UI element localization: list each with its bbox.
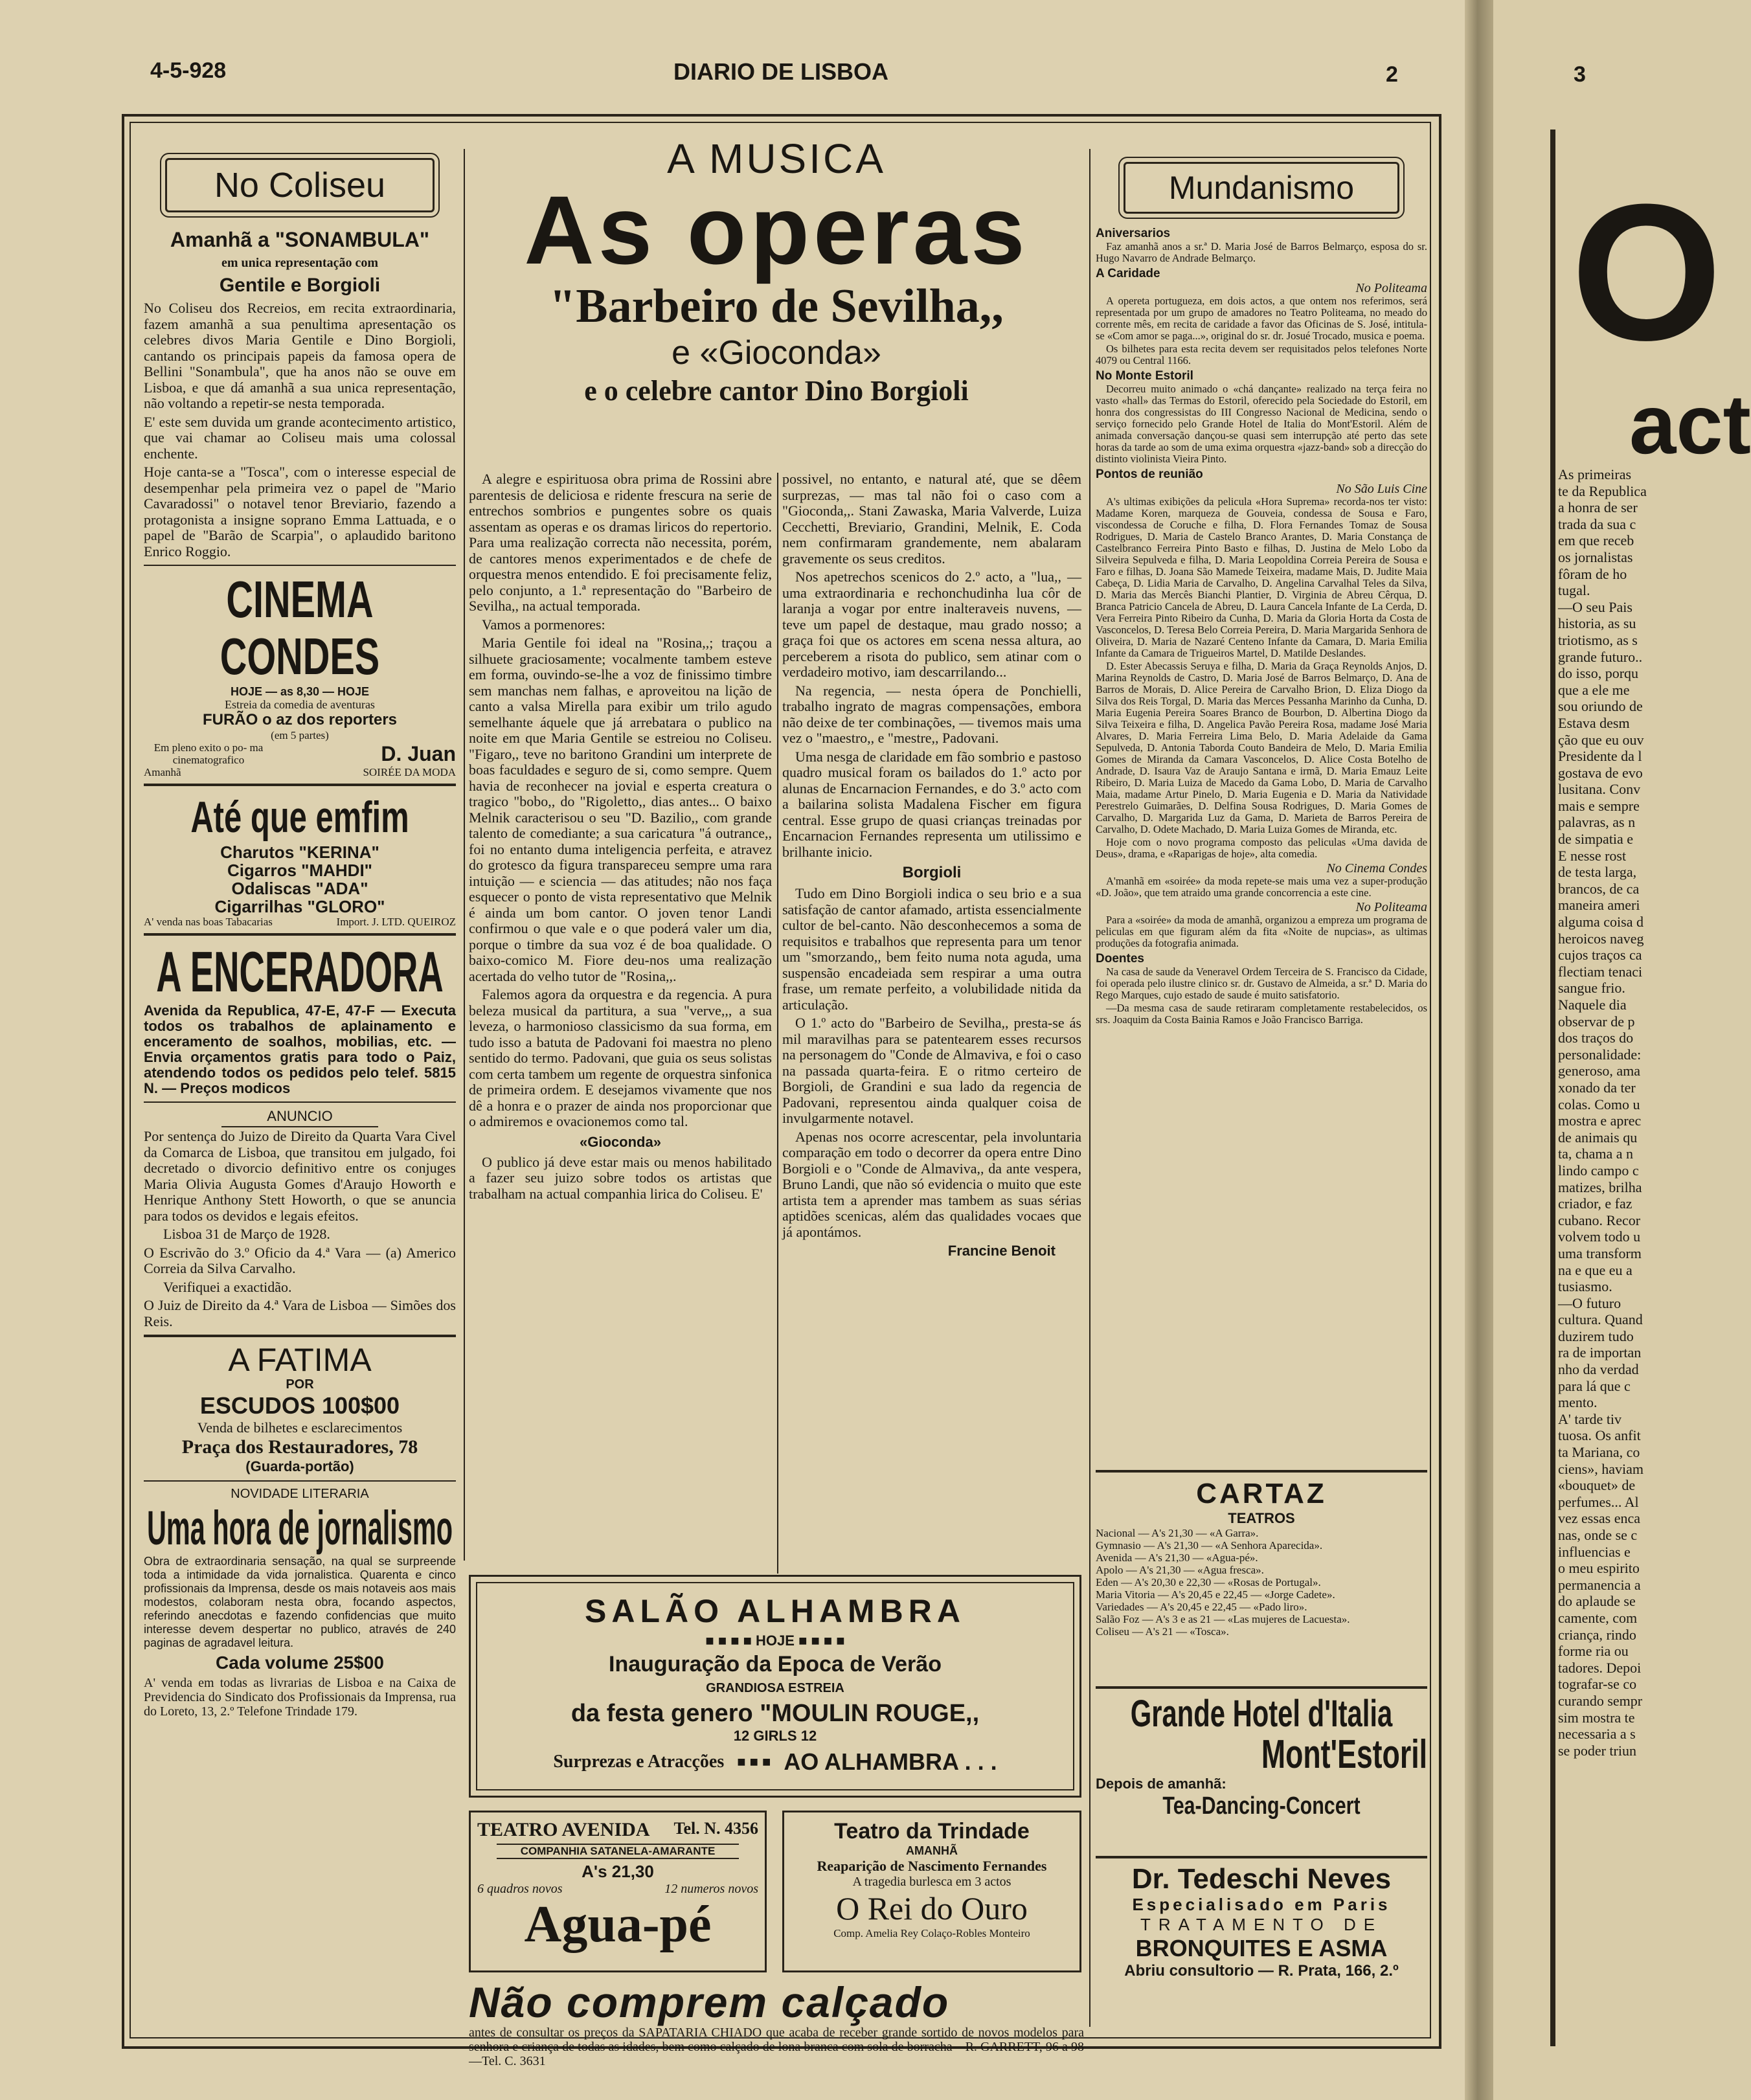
- novidade-foot: A' venda em todas as livrarias de Lisboa e na Caixa de Previdencia do Sindicato dos Profissionais da Imprensa, rua do Loreto, 13, 2.º Telefone Trindade 179.: [144, 1676, 456, 1719]
- facing-text-line: ta Mariana, co: [1558, 1444, 1640, 1461]
- alhambra-today: HOJE: [756, 1632, 795, 1649]
- mundanismo-section: A Caridade: [1096, 267, 1160, 280]
- mundanismo-para: A's ultimas exibições da pelicula «Hora Suprema» recorda-nos ter visto: Madame Koren, marqueza de Gouveia, condessa de Sousa e Faro, viscondessa de Coruche e filha, D. Flora Fernandes Tomaz de Sousa Rodrigues, D. Maria de Castelo Branco Arantes, D. Maria Constança de Castelbranco Ferreira Pinto Basto e filhas, D. Justina de Melo Lobo da Silveira Sepulveda e filha, D. Maria Leopoldina Correia Pereira de Sousa e Faro e filhas, D. Joana São Mamede Teixeira, madame Mais, D. Judite Maia Cabeça, D. Lidia Maria de Carvalho, D. Angelina Carvalhal Teles da Silva, D. Maria das Mercês Bianchi Plantier, D. Virginia de Abreu Cêrqua, D. Branca Patricio Cancela de Abreu, D. Laura Cancela Infante de La Cerda, D. Vera Ferreira Pinto Ribeiro da Cunha, D. Maria da Gloria Horta da Costa de Vasconcelos, D. Teresa Belo Correia Pereira, D. Maria Margarida Senhora de Oliveira, D. Maria de Nazaré Centeno Infante da Camara, D. Maria Emilia Infante da Camara de Trigueiros Martel, D. Matilde Deslandes.: [1096, 495, 1427, 659]
- trindade-line1: Reaparição de Nascimento Fernandes: [817, 1858, 1047, 1874]
- facing-text-line: sou oriundo de: [1558, 698, 1643, 715]
- coliseu-para: E' este sem duvida um grande acontecimento artistico, que vai chamar ao Coliseu mais uma colossal enchente.: [144, 413, 456, 462]
- facing-text-line: de simpatia e: [1558, 831, 1634, 848]
- facing-text-line: mento.: [1558, 1394, 1598, 1411]
- trindade-foot: Comp. Amelia Rey Colaço-Robles Monteiro: [833, 1927, 1030, 1939]
- cinema-film: FURÃO o az dos reporters: [202, 711, 398, 728]
- anuncio-para: Lisboa 31 de Março de 1928.: [163, 1226, 330, 1242]
- facing-text-line: historia, as su: [1558, 615, 1636, 632]
- alhambra-left: Surprezas e Atracções: [553, 1752, 725, 1772]
- tobacco-item: Charutos "KERINA": [220, 842, 379, 862]
- cartaz-line: Gymnasio — A's 21,30 — «A Senhora Aparecida».: [1096, 1539, 1323, 1552]
- avenida-name: TEATRO AVENIDA: [477, 1819, 650, 1840]
- cartaz-sub: TEATROS: [1228, 1510, 1295, 1526]
- facing-text-line: generoso, ama: [1558, 1063, 1641, 1079]
- facing-text-line: o meu espirito: [1558, 1560, 1640, 1577]
- facing-text-line: mostra e aprec: [1558, 1112, 1642, 1129]
- facing-text-line: Presidente da l: [1558, 748, 1642, 765]
- doctor-line3: BRONQUITES E ASMA: [1135, 1935, 1388, 1961]
- teatro-avenida-ad: [469, 1811, 767, 1972]
- novidade-label: NOVIDADE LITERARIA: [231, 1487, 369, 1501]
- facing-text-line: —O futuro: [1558, 1294, 1621, 1311]
- facing-text-line: observar de p: [1558, 1013, 1635, 1030]
- cartaz: [1096, 1465, 1427, 1638]
- facing-text-line: os jornalistas: [1558, 548, 1633, 565]
- tobacco-title: Até que emfim: [190, 793, 409, 842]
- fatima-por: POR: [286, 1377, 314, 1392]
- facing-text-line: gostava de evo: [1558, 764, 1643, 781]
- facing-text-line: te da Republica: [1558, 482, 1647, 499]
- facing-text-line: de testa larga,: [1558, 864, 1637, 881]
- trindade-line2: A tragedia burlesca em 3 actos: [852, 1875, 1011, 1889]
- operas-sub2: e «Gioconda»: [672, 334, 881, 372]
- cinema-today: HOJE — as 8,30 — HOJE: [230, 685, 370, 698]
- coliseu-sub2: em unica representação com: [221, 256, 378, 270]
- article-para: Nos apetrechos scenicos do 2.º acto, a "lua,, — uma extraordinaria e rechonchudinha lua côr de laranja a vogar por entre inalteraveis nuvens, — teve um papel de destaque, mau grado nosso; a graça foi que os actores em scena nessa altura, ao perceberem a risota do publico, sem atinar com o verdadeiro motivo, iam descarrilando...: [782, 569, 1081, 680]
- alhambra-line3: da festa genero "MOULIN ROUGE,,: [570, 1700, 980, 1727]
- facing-page: [1493, 0, 1751, 2100]
- facing-text-line: de animais qu: [1558, 1129, 1638, 1146]
- enceradora-title: A ENCERADORA: [156, 940, 444, 1004]
- operas-sub1: "Barbeiro de Sevilha,,: [549, 280, 1004, 333]
- mundanismo-venue: No Cinema Condes: [1326, 861, 1427, 875]
- avenida-right: 12 numeros novos: [664, 1882, 758, 1896]
- facing-text-line: tografar-se co: [1558, 1676, 1637, 1693]
- calcado-text: antes de consultar os preços da SAPATARIA CHIADO que acaba de receber grande sortido de novos modelos para senhora e criança de todas as idades, bem como calçado de lona branca com sola de borracha—R. GARRETT, 96 a 98—Tel. C. 3631: [469, 2026, 1084, 2068]
- mundanismo-para: —Da mesma casa de saude retiraram completamente restabelecidos, os srs. Joaquim da Costa Bainia Ramos e João Francisco Barriga.: [1096, 1002, 1427, 1026]
- borgioli-para: O 1.º acto do "Barbeiro de Sevilha,, presta-se ás mil maravilhas para se patentearem esses recursos na personagem do "Conde de Almaviva, e foi o caso na passada quarta-feira. E o ritmo certeiro de Borgioli, de Grandini e sua lado da regencia de Padovani, representou ainda qualquer coisa de invulgarmente notavel.: [782, 1015, 1081, 1126]
- facing-text-line: nho da verdad: [1558, 1361, 1639, 1378]
- cartaz-line: Nacional — A's 21,30 — «A Garra».: [1096, 1527, 1259, 1539]
- mundanismo-para: A'manhã em «soirée» da moda repete-se mais uma vez a super-produção «D. João», que tem atraido uma grande concorrencia a este cine.: [1096, 875, 1427, 899]
- mundanismo-para: A opereta portugueza, em dois actos, a que ontem nos referimos, será representada por um grupo de amadores no Teatro Politeama, no meado do corrente mês, em recita de caridade a favor das Oficinas de S. José, intitula-se «Com amor se paga...», original do sr. dr. Josué Trocado, musica e poema.: [1096, 295, 1427, 342]
- hotel-line4: Tea-Dancing-Concert: [1162, 1792, 1361, 1820]
- facing-text-line: alguma coisa d: [1558, 914, 1644, 931]
- avenida-time: A's 21,30: [582, 1862, 654, 1881]
- mundanismo-para: Decorreu muito animado o «chá dançante» realizado na terça feira no vasto «hall» das Termas do Estoril, oferecido pela Sociedade do Estoril, em honra dos congressistas do III Congresso Nacional de Medicina, sendo o serviço fornecido pelo Grande Hotel de Italia do Mont'Estoril. Além de animada conversação dançou-se quasi sem interrupção até perto das sete horas da tarde ao som de uma exima orquestra «jazz-band» sob a direcção do distinto violinista Vieira Pinto.: [1096, 383, 1427, 465]
- mundanismo-venue: No Politeama: [1355, 900, 1427, 914]
- mundanismo-para: Hoje com o novo programa composto das peliculas «Uma davida de Deus», drama, e «Raparigas de hoje», alta comedia.: [1096, 836, 1427, 860]
- cartaz-title: CARTAZ: [1196, 1478, 1327, 1509]
- page-number-right: 3: [1574, 62, 1586, 87]
- calcado-ad: [469, 1979, 1084, 2068]
- facing-text-line: necessaria a s: [1558, 1726, 1636, 1743]
- cinema-soiree: SOIRÉE DA MODA: [363, 766, 456, 778]
- hotel-line3: Depois de amanhã:: [1096, 1776, 1226, 1792]
- anuncio-para: O Escrivão do 3.º Oficio da 4.ª Vara — (a) Americo Correia da Silva Carvalho.: [144, 1244, 456, 1276]
- facing-text-line: cubano. Recor: [1558, 1212, 1641, 1228]
- novidade-price: Cada volume 25$00: [216, 1653, 384, 1673]
- facing-text-line: «bouquet» de: [1558, 1477, 1636, 1494]
- avenida-title: Agua-pé: [524, 1896, 712, 1953]
- mundanismo-venue: No Politeama: [1355, 281, 1427, 295]
- facing-text-line: As primeiras: [1558, 466, 1632, 482]
- masthead-title: DIARIO DE LISBOA: [673, 58, 889, 85]
- facing-text-line: dos traços do: [1558, 1030, 1634, 1046]
- tobacco-item: Odaliscas "ADA": [231, 879, 368, 898]
- fatima-price: ESCUDOS 100$00: [199, 1392, 400, 1419]
- tobacco-foot2: Import. J. LTD. QUEIROZ: [336, 916, 456, 928]
- facing-text-line: tuosa. Os anfit: [1558, 1427, 1641, 1444]
- facing-text-line: flectiam tenaci: [1558, 963, 1643, 980]
- mundanismo-venue: No São Luis Cine: [1336, 482, 1427, 496]
- cartaz-line: Salão Foz — A's 3 e as 21 — «Las mujeres de Lacuesta».: [1096, 1613, 1350, 1625]
- borgioli-para: Apenas nos ocorre acrescentar, pela involuntaria comparação em todo o decorrer da opera entre Dino Borgioli e o "Conde de Almaviva,, da ante vespera, Bruno Landi, que não só evidencia o muito que este artista tem a aprender mas tambem as suas sérias aptidões scenicas, além das qualidades vocaes que já apontámos.: [782, 1128, 1081, 1240]
- fatima-line: Venda de bilhetes e esclarecimentos: [197, 1419, 403, 1436]
- cinema-parts: (em 5 partes): [271, 729, 329, 741]
- cartaz-line: Apolo — A's 21,30 — «Agua fresca».: [1096, 1564, 1264, 1576]
- tobacco-foot1: A' venda nas boas Tabacarias: [144, 916, 273, 928]
- facing-text-line: influencias e: [1558, 1543, 1631, 1560]
- facing-text-line: volvem todo u: [1558, 1228, 1641, 1245]
- facing-text-line: cultura. Quand: [1558, 1311, 1643, 1328]
- hotel-line1: Grande Hotel d'Italia: [1130, 1693, 1393, 1735]
- facing-text-line: maneira ameri: [1558, 897, 1640, 914]
- cinema-tomorrow: Amanhã: [144, 766, 181, 778]
- article-para: Uma nesga de claridade em fão sombrio e pastoso quadro musical foram os bailados do 1.º acto por alunas de Encarnacion Fernandes, e do 3.º acto com a bailarina solista Madalena Fischer em figura central. Esse grupo de quasi crianças treinadas por Encarnacion Fernandes representa um utilissimo e brilhante inicio.: [782, 748, 1081, 860]
- coliseu-heading: No Coliseu: [165, 158, 435, 212]
- coliseu-para: Hoje canta-se a "Tosca", com o interesse especial de desempenhar pela primeira vez o papel de "Mario Cavaradossi" o notavel tenor Breviario, fazendo a protagonista a insigne soprano Emma Lattuada, e o papel de "Barão de Scarpia", o aplaudido baritono Enrico Roggio.: [144, 464, 456, 559]
- cartaz-line: Eden — A's 20,30 e 22,30 — «Rosas de Portugal».: [1096, 1576, 1321, 1588]
- article-col-b: [782, 471, 1081, 1259]
- facing-text-line: curando sempr: [1558, 1692, 1643, 1709]
- mundanismo-heading: Mundanismo: [1124, 162, 1399, 214]
- facing-text-line: mais e sempre: [1558, 797, 1640, 814]
- column-rule: [1089, 149, 1090, 2027]
- facing-text-line: E nesse rost: [1558, 847, 1627, 864]
- facing-text-line: ra de importan: [1558, 1344, 1642, 1361]
- avenida-left: 6 quadros novos: [477, 1882, 563, 1896]
- facing-text-line: a honra de ser: [1558, 499, 1638, 516]
- article-para: A alegre e espirituosa obra prima de Rossini abre parentesis de deliciosa e ridente frescura na serie de entrechos sombrios e pungentes sobre os quais assentam as operas e os dramas liricos do repertorio. Para uma realização correcta não necessita, porém, de cantores menos experimentados e de chefe de orquestra menos entendido. E foi precisamente feliz, pelo conjunto, a 1.ª representação do "Barbeiro de Sevilha,, na actual temporada.: [469, 471, 772, 614]
- operas-headline: As operas: [524, 175, 1029, 284]
- column-right: [1096, 150, 1427, 2028]
- alhambra-name: SALÃO ALHAMBRA: [585, 1593, 966, 1629]
- facing-text-line: permanencia a: [1558, 1576, 1641, 1593]
- facing-text-line: personalidade:: [1558, 1046, 1642, 1063]
- article-signature: Francine Benoit: [947, 1243, 1056, 1259]
- facing-text-line: triotismo, as s: [1558, 631, 1638, 648]
- facing-text-line: cujos traços ca: [1558, 947, 1642, 964]
- article-para: Falemos agora da orquestra e da regencia. A pura beleza musical da partitura, a sua "verve,,, a sua leveza, o harmonioso classicismo da sua forma, em tudo isso a batuta de Padovani foi maestra no pleno sentido do termo. Padovani, que guia os seus solistas com certa tambem um regente de orquestra sinfonica de primeira ordem. E desejamos vivamente que nos dê a honra e o prazer de ainda nos proporcionar que o admiremos e ovacionemos como tal.: [469, 986, 772, 1129]
- cinema-condes-title: CINEMA CONDES: [220, 570, 380, 685]
- facing-text-line: vez essas enca: [1558, 1510, 1641, 1527]
- calcado-title: Não comprem calçado: [469, 1978, 950, 2026]
- tobacco-item: Cigarrilhas "GLORO": [214, 897, 385, 916]
- facing-text-line: xonado da ter: [1558, 1079, 1636, 1096]
- novidade-title: Uma hora de jornalismo: [146, 1501, 453, 1555]
- facing-text-line: perfumes... Al: [1558, 1493, 1639, 1510]
- fatima-title: A FATIMA: [228, 1342, 372, 1378]
- facing-text-line: criança, rindo: [1558, 1626, 1636, 1643]
- trindade-name: Teatro da Trindade: [834, 1819, 1030, 1844]
- facing-text-line: que a ele me: [1558, 681, 1630, 698]
- article-para: possivel, no entanto, e natural até, que se dêem surprezas, — mas tal não foi o caso com a "Gioconda,,. Stani Zawaska, Maria Valverde, Luiza Cecchetti, Breviario, Grandini, Melnik, E. Coda nem confirmaram grandemente, nem abalaram gravemente os seus creditos.: [782, 471, 1081, 567]
- facing-text-line: do aplaude se: [1558, 1593, 1636, 1610]
- mundanismo-para: Para a «soirée» da moda de amanhã, organizou a empreza um programa de peliculas em que figuram além da fita «Noite de nupcias», as ultimas produções da fotografia animada.: [1096, 914, 1427, 949]
- coliseu-sub3: Gentile e Borgioli: [219, 275, 381, 296]
- article-para: Vamos a pormenores:: [482, 616, 605, 633]
- facing-text-line: do isso, porqu: [1558, 665, 1639, 682]
- anuncio-para: O Juiz de Direito da 4.ª Vara de Lisboa — Simões dos Reis.: [144, 1297, 456, 1329]
- facing-text-line: matizes, brilha: [1558, 1179, 1642, 1195]
- column-left: [144, 150, 456, 2035]
- facing-text-line: fôram de ho: [1558, 565, 1627, 582]
- article-para: Maria Gentile foi ideal na "Rosina,,; traçou a silhuete graciosamente; vocalmente tambem esteve em forma, ouvindo-se-lhe a voz de finissimo timbre sem manchas nem falhas, e aproveitou na lição de canto a valsa Mirella para exibir um trilo agudo semelhante áquele que já arrebatara o publico na noite em que Maria Gentile se estreiou no Coliseu. "Figaro,, teve no baritono Grandini um interprete de boas faculdades e seguro de si, como sempre. Quem havia de reconhecer na jovial e esperta creatura o tragico "bobo,, do "Rigoletto,, dias antes... O baixo Melnik caracterisou o seu "D. Bazilio,, com grande talento de comediante; a sua caricatura "á outrance,, foi no entanto duma inteligencia perfeita, e atravez do grotesco da figura transpareceu sempre uma rara intuição — e sciencia — das atitudes; não nos faça esquecer o ponto de vista representativo que Melnik é ainda um bom cantor. O joven tenor Landi confirmou o que vale e o que poderá valer um dia, porque o timbre da sua voz é de boa qualidade. O baixo-comico M. Fiore deu-nos uma realização acertada do velho tutor de "Rosina,,.: [469, 635, 772, 984]
- gioconda-title: «Gioconda»: [580, 1133, 661, 1150]
- borgioli-para: Tudo em Dino Borgioli indica o seu brio e a sua satisfação de cantor afamado, artista essencialmente cultor de bel-canto. Não desconhecemos a soma de requisitos e trabalhos que representa para um tenor um "smorzando,, bem feito numa nota aguda, uma suspensão encadeiada sem respirar a uma outra frase, um remate perfeito, a volubilidade nitida da articulação.: [782, 885, 1081, 1013]
- doctor-line4: Abriu consultorio — R. Prata, 166, 2.º: [1124, 1962, 1399, 1980]
- facing-text-line: ção que eu ouv: [1558, 731, 1644, 748]
- facing-text-line: Estava desm: [1558, 714, 1630, 731]
- facing-text-line: para lá que c: [1558, 1377, 1631, 1394]
- facing-text-line: tadores. Depoi: [1558, 1659, 1642, 1676]
- facing-text-line: uma transform: [1558, 1245, 1642, 1261]
- cinema-line1: Estreia da comedia de aventuras: [225, 698, 375, 711]
- doctor-line2: TRATAMENTO DE: [1140, 1915, 1383, 1934]
- teatro-trindade-ad: [782, 1811, 1081, 1972]
- facing-text-line: nas, onde se c: [1558, 1527, 1638, 1543]
- doctor-ad: [1096, 1851, 1427, 1980]
- coliseu-sub1: Amanhã a "SONAMBULA": [170, 228, 430, 251]
- facing-text-line: sangue frio.: [1558, 980, 1625, 997]
- alhambra-line4: 12 GIRLS 12: [733, 1728, 817, 1744]
- fatima-place: Praça dos Restauradores, 78: [181, 1436, 418, 1458]
- facing-text-line: criador, e faz: [1558, 1195, 1632, 1212]
- facing-text-line: Naquele dia: [1558, 997, 1627, 1013]
- facing-text-line: lindo campo c: [1558, 1162, 1639, 1179]
- hotel-line2: Mont'Estoril: [1261, 1732, 1427, 1777]
- coliseu-para: No Coliseu dos Recreios, em recita extraordinaria, fazem amanhã a sua penultima apresentação os celebres divos Maria Gentile e Dino Borgioli, cantando os principais papeis da famosa opera de Bellini "Sonambula", que ha anos não se ouve em Lisboa, e que dá amanhã a sua unica representação, não voltando a repetir-se nesta temporada.: [144, 300, 456, 411]
- facing-text-line: heroicos naveg: [1558, 930, 1644, 947]
- mundanismo-section: Pontos de reunião: [1096, 468, 1203, 481]
- hotel-ad: [1096, 1681, 1427, 1820]
- avenida-company: COMPANHIA SATANELA-AMARANTE: [497, 1844, 739, 1859]
- facing-text-line: tugal.: [1558, 582, 1590, 599]
- borgioli-title: Borgioli: [902, 864, 962, 881]
- alhambra-right: AO ALHAMBRA . . .: [784, 1748, 997, 1775]
- trindade-tomorrow: AMANHÃ: [906, 1844, 958, 1857]
- facing-text-line: camente, com: [1558, 1609, 1638, 1626]
- anuncio-title: ANUNCIO: [267, 1108, 333, 1124]
- facing-text-line: forme ria ou: [1558, 1643, 1629, 1660]
- facing-big-letter: O: [1571, 163, 1723, 381]
- facing-text-line: na e que eu a: [1558, 1261, 1632, 1278]
- book-gutter: [1465, 0, 1493, 2100]
- facing-text-line: colas. Como u: [1558, 1096, 1640, 1112]
- column-center: [469, 135, 1084, 2068]
- page-number-left: 2: [1386, 62, 1398, 87]
- music-kicker: A MUSICA: [667, 135, 886, 182]
- alhambra-line2: GRANDIOSA ESTREIA: [706, 1681, 844, 1695]
- facing-text-line: sim mostra te: [1558, 1709, 1635, 1726]
- facing-text-line: se poder triun: [1558, 1742, 1636, 1759]
- mundanismo-section: No Monte Estoril: [1096, 369, 1193, 383]
- facing-text-line: palavras, as n: [1558, 814, 1636, 831]
- mundanismo-para: Faz amanhã anos a sr.ª D. Maria José de Barros Belmarço, esposa do sr. Hugo Navarro de Andrade Belmarço.: [1096, 240, 1427, 264]
- mundanismo-para: Na casa de saude da Veneravel Ordem Terceira de S. Francisco da Cidade, foi operada pelo ilustre clinico sr. dr. Gustavo de Almeida, a sr.ª D. Maria do Rego Marques, cujo estado de saude é muito satisfatorio.: [1096, 965, 1427, 1001]
- alhambra-line1: Inauguração da Epoca de Verão: [609, 1652, 942, 1677]
- novidade-text: Obra de extraordinaria sensação, na qual se surpreende toda a intimidade da vida jornalistica. Quarenta e cinco profissionais da Imprensa, desde os mais notaveis aos mais modestos, colaboram nesta obra, focando aspectos, referindo anecdotas e fazendo confidencias que muito interesse devem despertar no publico, através de 240 paginas de agradavel leitura.: [144, 1555, 456, 1649]
- facing-text-line: duzirem tudo: [1558, 1327, 1634, 1344]
- facing-text-line: tusiasmo.: [1558, 1278, 1612, 1295]
- cinema-don-juan: D. Juan: [381, 741, 456, 765]
- avenida-tel: Tel. N. 4356: [673, 1819, 758, 1838]
- facing-text-line: em que receb: [1558, 532, 1634, 549]
- issue-date: 4-5-928: [150, 58, 227, 83]
- facing-text-line: ta, chama a n: [1558, 1146, 1634, 1162]
- anuncio-para: Por sentença do Juizo de Direito da Quarta Vara Civel da Comarca de Lisboa, que transitou em julgado, foi decretado o divorcio definitivo entre os conjuges Maria Olivia Augusta Gomes d'Araujo Howorth e Henrique Anthony Stett Howorth, o que se anuncia para todos os devidos e legais efeitos.: [144, 1128, 456, 1224]
- fatima-porter: (Guarda-portão): [245, 1458, 354, 1474]
- gioconda-para: O publico já deve estar mais ou menos habilitado a fazer seu juizo sobre todos os artistas que trabalham na actual companhia lirica do Coliseu. E': [469, 1153, 772, 1202]
- facing-text-line: ciens», haviam: [1558, 1460, 1644, 1477]
- facing-text-line: grande futuro..: [1558, 648, 1643, 665]
- cartaz-line: Maria Vitoria — A's 20,45 e 22,45 — «Jorge Cadete».: [1096, 1588, 1335, 1601]
- mundanismo-section: Doentes: [1096, 952, 1144, 965]
- cartaz-line: Avenida — A's 21,30 — «Agua-pé».: [1096, 1552, 1258, 1564]
- trindade-title: O Rei do Ouro: [836, 1890, 1028, 1926]
- cinema-line2: Em pleno exito o po- ma cinematografico: [153, 741, 264, 766]
- facing-big-word: act: [1629, 377, 1751, 471]
- operas-sub3: e o celebre cantor Dino Borgioli: [584, 375, 969, 407]
- mundanismo-para: D. Ester Abecassis Seruya e filha, D. Maria da Graça Reynolds Anjos, D. Marina Reynolds de Castro, D. Maria José de Barros Belmarço, D. Ana de Barros de Morais, D. Alice Pereira de Carvalho Brion, D. Eliza Diogo da Silva dos Reis Torgal, D. Maria das Merces Pessanha Marinho da Cunha, D. Maria Eugenia Pereira Soares Branco de Bourbon, D. Albertina Diogo da Silva Teixeira e filha, D. Angelica Pavão Pereira Rosa, madame José Maria Alvares, D. Maria Ferreira Lima Belo, D. Maria Adelaide da Gama Sepulveda, D. Antonia Taborda Couto Bandeira de Melo, D. Maria Emilia Gomes de Miranda da Camara Vasconcelos, D. Alice Costa Botelho de Andrade, D. Isaura Vaz de Araujo Santana e irmã, D. Maria Emauz Leite Ribeiro, D. Maria Luiza de Macedo da Gama Lobo, D. Maria de Carvalho Maia, madame Artur Pinelo, D. Maria Eugenia e D. Maria da Natividade Perestrelo Guimarães, D. Delfina Sousa Rodrigues, D. Maria Gomes de Carvalho, D. Margarida Luz da Gama, D. Marieta de Barros Pereira de Carvalho, D. Odete Machado, D. Maria Luiza Gomes de Miranda, etc.: [1096, 660, 1427, 835]
- facing-text-line: A' tarde tiv: [1558, 1410, 1622, 1427]
- tobacco-item: Cigarros "MAHDI": [227, 861, 372, 880]
- enceradora-text: Avenida da Republica, 47-E, 47-F — Executa todos os trabalhos de aplainamento e enceramento de soalhos, mobilias, etc. — Envia orçamentos gratis para todo o Paiz, atendendo todos os pedidos pelo telef. 5815 N. — Preços modicos: [144, 1002, 456, 1096]
- anuncio-para: Verifiquei a exactidão.: [163, 1278, 292, 1295]
- column-rule: [464, 149, 465, 1561]
- article-col-a: [469, 471, 772, 1204]
- doctor-name: Dr. Tedeschi Neves: [1131, 1863, 1392, 1895]
- facing-text-line: lusitana. Conv: [1558, 781, 1641, 798]
- mundanismo-section: Aniversarios: [1096, 227, 1171, 240]
- facing-text-line: brancos, de ca: [1558, 880, 1640, 897]
- doctor-line1: Especialisado em Paris: [1132, 1895, 1391, 1914]
- cartaz-line: Variedades — A's 20,45 e 22,45 — «Pado liro».: [1096, 1601, 1307, 1613]
- article-para: Na regencia, — nesta ópera de Ponchielli, trabalho ingrato de magras compensações, embora não deixe de ter combinações, — tivemos mais uma vez o "maestro,, e "mestre,, Padovani.: [782, 682, 1081, 746]
- cartaz-line: Coliseu — A's 21 — «Tosca».: [1096, 1625, 1229, 1638]
- mundanismo-para: Os bilhetes para esta recita devem ser requisitados pelos telefones Norte 4079 ou Central 1166.: [1096, 343, 1427, 367]
- facing-text-line: trada da sua c: [1558, 515, 1636, 532]
- alhambra-ad: SALÃO ALHAMBRA ■ ■ ■ ■ HOJE ■ ■ ■ ■ Inauguração da Epoca de Verão GRANDIOSA ESTREIA da festa genero "MOULIN ROUGE,, 12 GIRLS 12 Surprezas e Atracções ■ ■ ■ AO ALHAMBRA . . .: [469, 1575, 1081, 1798]
- facing-text-line: —O seu Pais: [1558, 598, 1632, 615]
